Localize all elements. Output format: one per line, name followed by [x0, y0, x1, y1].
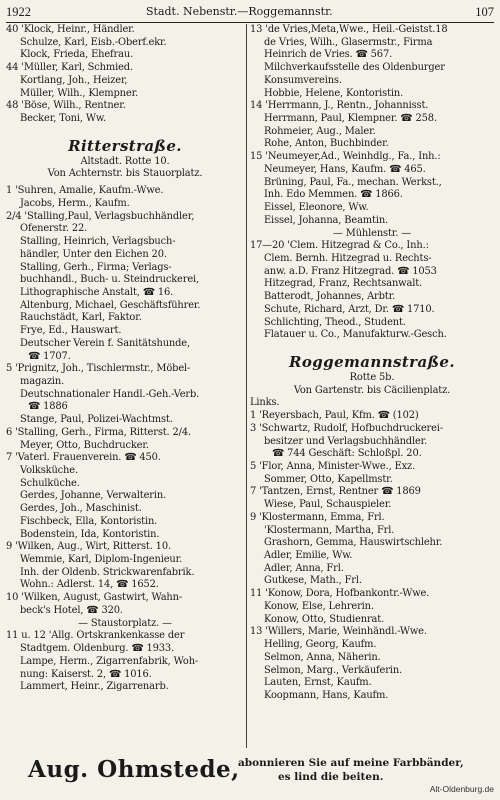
entry-line: Kortlang, Joh., Heizer, [20, 74, 128, 86]
street-side-label: Links. [250, 397, 280, 409]
entry-line: anw. a.D. Franz Hitzegrad. ☎ 1053 [264, 265, 437, 277]
entry-line: Selmon, Anna, Näherin. [264, 651, 381, 663]
entry-line: Wohn.: Adlerst. 14, ☎ 1652. [20, 579, 159, 591]
entry-line: Schute, Richard, Arzt, Dr. ☎ 1710. [264, 303, 435, 315]
entry-line: 7 'Vaterl. Frauenverein. ☎ 450. [6, 452, 161, 464]
entry-line: 3 'Schwartz, Rudolf, Hofbuchdruckerei- [250, 422, 444, 434]
entry-line: Herrmann, Paul, Klempner. ☎ 258. [264, 113, 437, 125]
entry-line: 2/4 'Stalling,Paul, Verlagsbuchhändler, [6, 210, 195, 222]
header-page-number: 107 [475, 5, 494, 19]
entry-line: Helling, Georg, Kaufm. [264, 639, 377, 651]
right-column [250, 24, 494, 750]
entry-line: 5 'Prignitz, Joh., Tischlermstr., Möbel- [6, 363, 191, 375]
entry-line: Batterodt, Johannes, Arbtr. [264, 291, 396, 303]
entry-line: Brüning, Paul, Fa., mechan. Werkst., [264, 176, 442, 188]
entry-line: Konsumvereins. [264, 74, 342, 86]
entry-line: Inh. Edo Memmen. ☎ 1866. [264, 189, 403, 201]
entry-line: 13 'Willers, Marie, Weinhändl.-Wwe. [250, 626, 427, 638]
entry-line: 5 'Flor, Anna, Minister-Wwe., Exz. [250, 461, 416, 472]
advert-text-line: abonnieren Sie auf meine Farbbänder, [238, 757, 464, 769]
entry-line: Sommer, Otto, Kapellmstr. [264, 473, 393, 485]
advert-text-line: es lind die beiten. [278, 771, 384, 783]
entry-line: Stadtgem. Oldenburg. ☎ 1933. [20, 643, 175, 655]
entry-line: 14 'Herrmann, J., Rentn., Johannisst. [250, 100, 429, 112]
entry-line: Meyer, Otto, Buchdrucker. [20, 439, 149, 451]
entry-line: Eissel, Eleonore, Ww. [264, 202, 369, 214]
cross-street-marker: — Mühlenstr. — [333, 227, 411, 239]
entry-line: 11 'Konow, Dora, Hofbankontr.-Wwe. [250, 588, 430, 600]
entry-line: Schulküche. [20, 477, 80, 489]
entry-line: Lauten, Ernst, Kaufm. [264, 677, 372, 689]
entry-line: Stange, Paul, Polizei-Wachtmst. [20, 414, 173, 426]
entry-line: Deutschnationaler Handl.-Geh.-Verb. [20, 388, 200, 400]
entry-line: händler, Unter den Eichen 20. [20, 248, 167, 260]
entry-line: 15 'Neumeyer,Ad., Weinhdlg., Fa., Inh.: [250, 151, 441, 163]
street-heading-roggemannstrasse: Roggemannstraße. [289, 352, 455, 371]
entry-line: Koopmann, Hans, Kaufm. [264, 689, 389, 701]
entry-line: Bodenstein, Ida, Kontoristin. [20, 528, 160, 540]
entry-line: Grashorn, Gemma, Hauswirtschlehr. [264, 537, 443, 549]
entry-line: 17—20 'Clem. Hitzegrad & Co., Inh.: [250, 240, 429, 252]
entry-line: Flatauer u. Co., Manufakturw.-Gesch. [264, 329, 447, 341]
entry-line: Wemmie, Karl, Diplom-Ingenieur. [20, 554, 183, 566]
entry-line: Selmon, Marg., Verkäuferin. [264, 664, 403, 676]
advertiser-name: Aug. Ohmstede, [28, 756, 240, 783]
entry-line: magazin. [20, 375, 65, 387]
entry-line: Deutscher Verein f. Sanitätshunde, [20, 337, 190, 349]
entry-line: 44 'Müller, Karl, Schmied. [6, 62, 133, 74]
entry-line: ☎ 744 Geschäft: Schloßpl. 20. [272, 448, 422, 460]
entry-line: 6 'Stalling, Gerh., Firma, Ritterst. 2/4. [6, 426, 191, 438]
header-title: Stadt. Nebenstr.—Roggemannstr. [146, 5, 333, 18]
entry-line: Rauchstädt, Karl, Faktor. [20, 312, 142, 324]
entry-line: buchhandl., Buch- u. Steindruckerei, [20, 274, 200, 286]
street-subheading: Von Achternstr. bis Stauorplatz. [47, 168, 203, 180]
cross-street-marker: — Staustorplatz. — [78, 617, 172, 629]
entry-line: Stalling, Heinrich, Verlagsbuch- [20, 236, 176, 248]
entry-line: Schlichting, Theod., Student. [264, 316, 406, 328]
entry-line: Frye, Ed., Hauswart. [20, 325, 122, 337]
entry-line: 40 'Klock, Heinr., Händler. [6, 24, 135, 35]
entry-line: Lampe, Herm., Zigarrenfabrik, Woh- [20, 655, 199, 667]
entry-line: Müller, Wilh., Klempner. [20, 87, 139, 99]
page-header [6, 3, 494, 21]
street-subheading: Von Gartenstr. bis Cäcilienplatz. [293, 384, 451, 396]
source-watermark: Alt-Oldenburg.de [429, 784, 494, 794]
entry-line: Eissel, Johanna, Beamtin. [264, 214, 389, 226]
left-column [6, 24, 244, 750]
entry-line: Ofenerstr. 22. [20, 223, 88, 235]
entry-line: Konow, Otto, Studienrat. [264, 613, 385, 625]
entry-line: Fischbeck, Ella, Kontoristin. [20, 515, 158, 527]
entry-line: 10 'Wilken, August, Gastwirt, Wahn- [6, 592, 183, 604]
entry-line: Wiese, Paul, Schauspieler. [264, 499, 392, 511]
entry-line: Jacobs, Herm., Kaufm. [20, 197, 130, 209]
entry-line: Milchverkaufsstelle des Oldenburger [264, 62, 445, 74]
entry-line: 'Klostermann, Martha, Frl. [264, 524, 395, 536]
entry-line: Gerdes, Joh., Maschinist. [20, 503, 142, 515]
entry-line: beck's Hotel, ☎ 320. [20, 604, 123, 616]
entry-line: Rohe, Anton, Buchbinder. [264, 138, 389, 150]
entry-line: Gutkese, Math., Frl. [264, 575, 362, 587]
entry-line: 1 'Suhren, Amalie, Kaufm.-Wwe. [6, 185, 164, 197]
entry-line: 7 'Tantzen, Ernst, Rentner ☎ 1869 [250, 486, 421, 498]
entry-line: nung: Kaiserst. 2, ☎ 1016. [20, 668, 152, 680]
entry-line: Gerdes, Johanne, Verwalterin. [20, 490, 167, 502]
entry-line: 48 'Böse, Wilh., Rentner. [6, 100, 126, 112]
entry-line: Adler, Anna, Frl. [264, 562, 344, 574]
entry-line: Lithographische Anstalt, ☎ 16. [20, 286, 174, 298]
entry-line: Rohmeier, Aug., Maler. [264, 125, 376, 137]
entry-line: 9 'Klostermann, Emma, Frl. [250, 511, 385, 523]
entry-line: Schulze, Karl, Eisb.-Oberf.ekr. [20, 36, 167, 48]
street-subheading: Rotte 5b. [349, 371, 395, 383]
entry-line: Lammert, Heinr., Zigarrenarb. [20, 681, 169, 693]
entry-line: Neumeyer, Hans, Kaufm. ☎ 465. [264, 163, 426, 175]
column-divider [246, 24, 247, 748]
entry-line: Stalling, Gerh., Firma; Verlags- [20, 261, 172, 273]
entry-line: Clem. Bernh. Hitzegrad u. Rechts- [264, 252, 432, 264]
street-subheading: Altstadt. Rotte 10. [80, 155, 170, 167]
entry-line: ☎ 1886 [28, 401, 68, 413]
entry-line: 1 'Reyersbach, Paul, Kfm. ☎ (102) [250, 410, 419, 422]
street-heading-ritterstrasse: Ritterstraße. [68, 136, 182, 155]
entry-line: Hobbie, Helene, Kontoristin. [264, 87, 404, 99]
entry-line: Konow, Else, Lehrerin. [264, 600, 374, 612]
header-rule [6, 22, 494, 23]
entry-line: Klock, Frieda, Ehefrau. [20, 49, 134, 61]
entry-line: de Vries, Wilh., Glasermstr., Firma [264, 36, 433, 48]
entry-line: Heinrich de Vries. ☎ 567. [264, 49, 393, 61]
entry-line: besitzer und Verlagsbuchhändler. [264, 435, 428, 447]
entry-line: Adler, Emilie, Ww. [264, 550, 353, 562]
entry-line: 9 'Wilken, Aug., Wirt, Ritterst. 10. [6, 541, 171, 553]
advertisement-footer [6, 754, 494, 798]
entry-line: Altenburg, Michael, Geschäftsführer. [20, 299, 201, 311]
entry-line: 13 'de Vries,Meta,Wwe., Heil.-Geistst.18 [250, 24, 448, 35]
entry-line: Volksküche. [20, 465, 78, 476]
entry-line: Inh. der Oldenb. Strickwarenfabrik. [20, 566, 195, 578]
header-year: 1922 [6, 5, 31, 19]
entry-line: ☎ 1707. [28, 350, 71, 362]
entry-line: Becker, Toni, Ww. [20, 113, 106, 125]
entry-line: 11 u. 12 'Allg. Ortskrankenkasse der [6, 630, 185, 642]
entry-line: Hitzegrad, Franz, Rechtsanwalt. [264, 278, 423, 290]
